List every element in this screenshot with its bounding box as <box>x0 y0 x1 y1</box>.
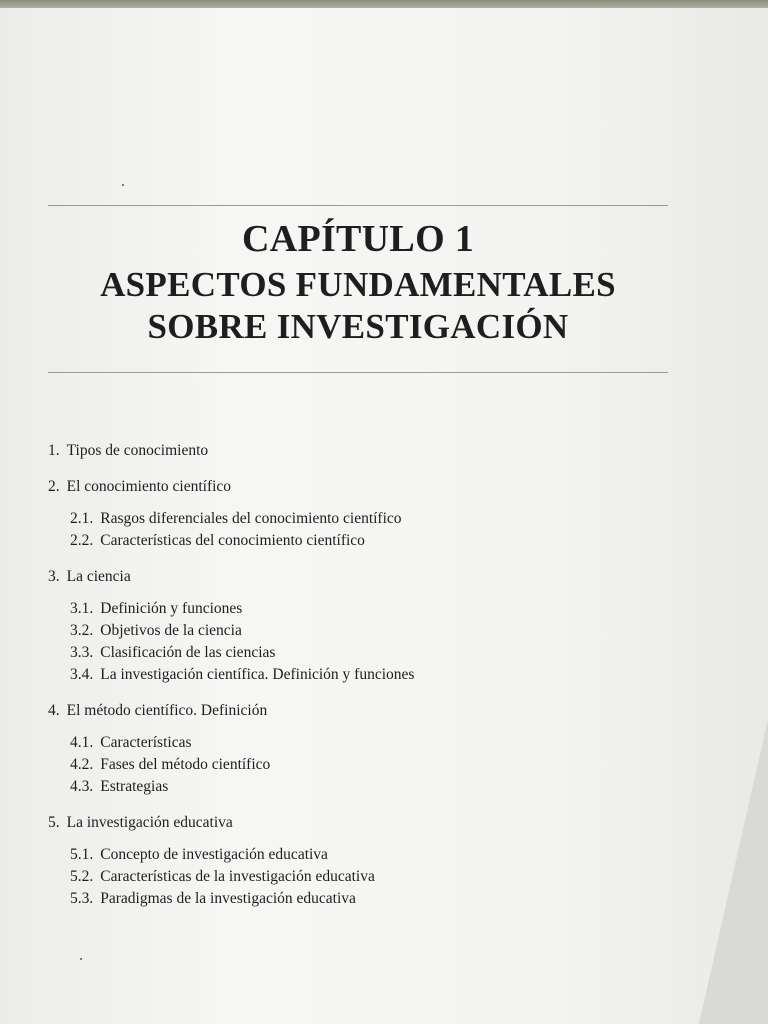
toc-section <box>48 476 668 552</box>
toc-section-heading <box>48 476 668 498</box>
toc-subsection-number: 4.1. <box>70 734 94 751</box>
toc-subsection-list <box>48 598 668 686</box>
toc-subsection-number: 5.3. <box>70 890 94 907</box>
toc-subsection-title: Características <box>100 734 192 751</box>
toc-subsection <box>70 732 668 754</box>
toc-subsection-number: 3.4. <box>70 666 94 683</box>
toc-subsection-title: Clasificación de las ciencias <box>100 644 276 661</box>
toc-section <box>48 700 668 798</box>
toc-subsection-number: 4.3. <box>70 778 94 795</box>
toc-subsection-title: Rasgos diferenciales del conocimiento científico <box>100 510 402 527</box>
toc-section-heading <box>48 812 668 834</box>
toc-subsection-number: 5.1. <box>70 846 94 863</box>
toc-section-heading <box>48 700 668 722</box>
toc-subsection <box>70 530 668 552</box>
toc-subsection-list <box>48 508 668 552</box>
toc-section-title: Tipos de conocimiento <box>66 442 209 459</box>
toc-subsection-number: 3.3. <box>70 644 94 661</box>
toc-section-number: 2. <box>48 478 60 495</box>
toc-subsection <box>70 776 668 798</box>
toc-section <box>48 812 668 910</box>
toc-section-title: La investigación educativa <box>66 814 233 831</box>
toc-section-number: 3. <box>48 568 60 585</box>
toc-subsection-number: 5.2. <box>70 868 94 885</box>
toc-subsection <box>70 598 668 620</box>
toc-section-heading <box>48 566 668 588</box>
chapter-heading <box>48 210 668 348</box>
toc-section-number: 4. <box>48 702 60 719</box>
toc-subsection-number: 2.1. <box>70 510 94 527</box>
toc-subsection-title: La investigación científica. Definición y funciones <box>100 666 415 683</box>
print-speck <box>80 958 82 960</box>
print-speck <box>122 184 124 186</box>
toc-subsection-number: 3.2. <box>70 622 94 639</box>
toc-section-heading <box>48 440 668 462</box>
toc-subsection-number: 4.2. <box>70 756 94 773</box>
toc-subsection-list <box>48 844 668 910</box>
toc-section-number: 5. <box>48 814 60 831</box>
toc-section <box>48 566 668 686</box>
toc-section-number: 1. <box>48 442 60 459</box>
toc-subsection-title: Objetivos de la ciencia <box>100 622 242 639</box>
toc-subsection-number: 3.1. <box>70 600 94 617</box>
toc-subsection-title: Concepto de investigación educativa <box>100 846 328 863</box>
toc-subsection-number: 2.2. <box>70 532 94 549</box>
toc-subsection-title: Características de la investigación educativa <box>100 868 375 885</box>
chapter-title-line-1: ASPECTOS FUNDAMENTALES <box>100 265 616 304</box>
toc-subsection <box>70 888 668 910</box>
toc-subsection-title: Paradigmas de la investigación educativa <box>100 890 356 907</box>
toc-subsection <box>70 866 668 888</box>
table-of-contents <box>48 440 668 924</box>
toc-subsection <box>70 844 668 866</box>
toc-subsection <box>70 620 668 642</box>
heading-bottom-rule <box>48 372 668 373</box>
toc-subsection-title: Definición y funciones <box>100 600 243 617</box>
chapter-label: CAPÍTULO 1 <box>241 218 475 260</box>
chapter-title-line-2: SOBRE INVESTIGACIÓN <box>147 307 569 346</box>
toc-subsection-list <box>48 732 668 798</box>
toc-subsection-title: Fases del método científico <box>100 756 271 773</box>
toc-subsection <box>70 642 668 664</box>
toc-section-title: El método científico. Definición <box>66 702 268 719</box>
heading-top-rule <box>48 205 668 206</box>
toc-section <box>48 440 668 462</box>
toc-subsection-title: Características del conocimiento científico <box>100 532 365 549</box>
toc-subsection <box>70 754 668 776</box>
toc-subsection <box>70 508 668 530</box>
toc-section-title: La ciencia <box>66 568 131 585</box>
toc-section-title: El conocimiento científico <box>66 478 232 495</box>
toc-subsection <box>70 664 668 686</box>
toc-subsection-title: Estrategias <box>100 778 169 795</box>
